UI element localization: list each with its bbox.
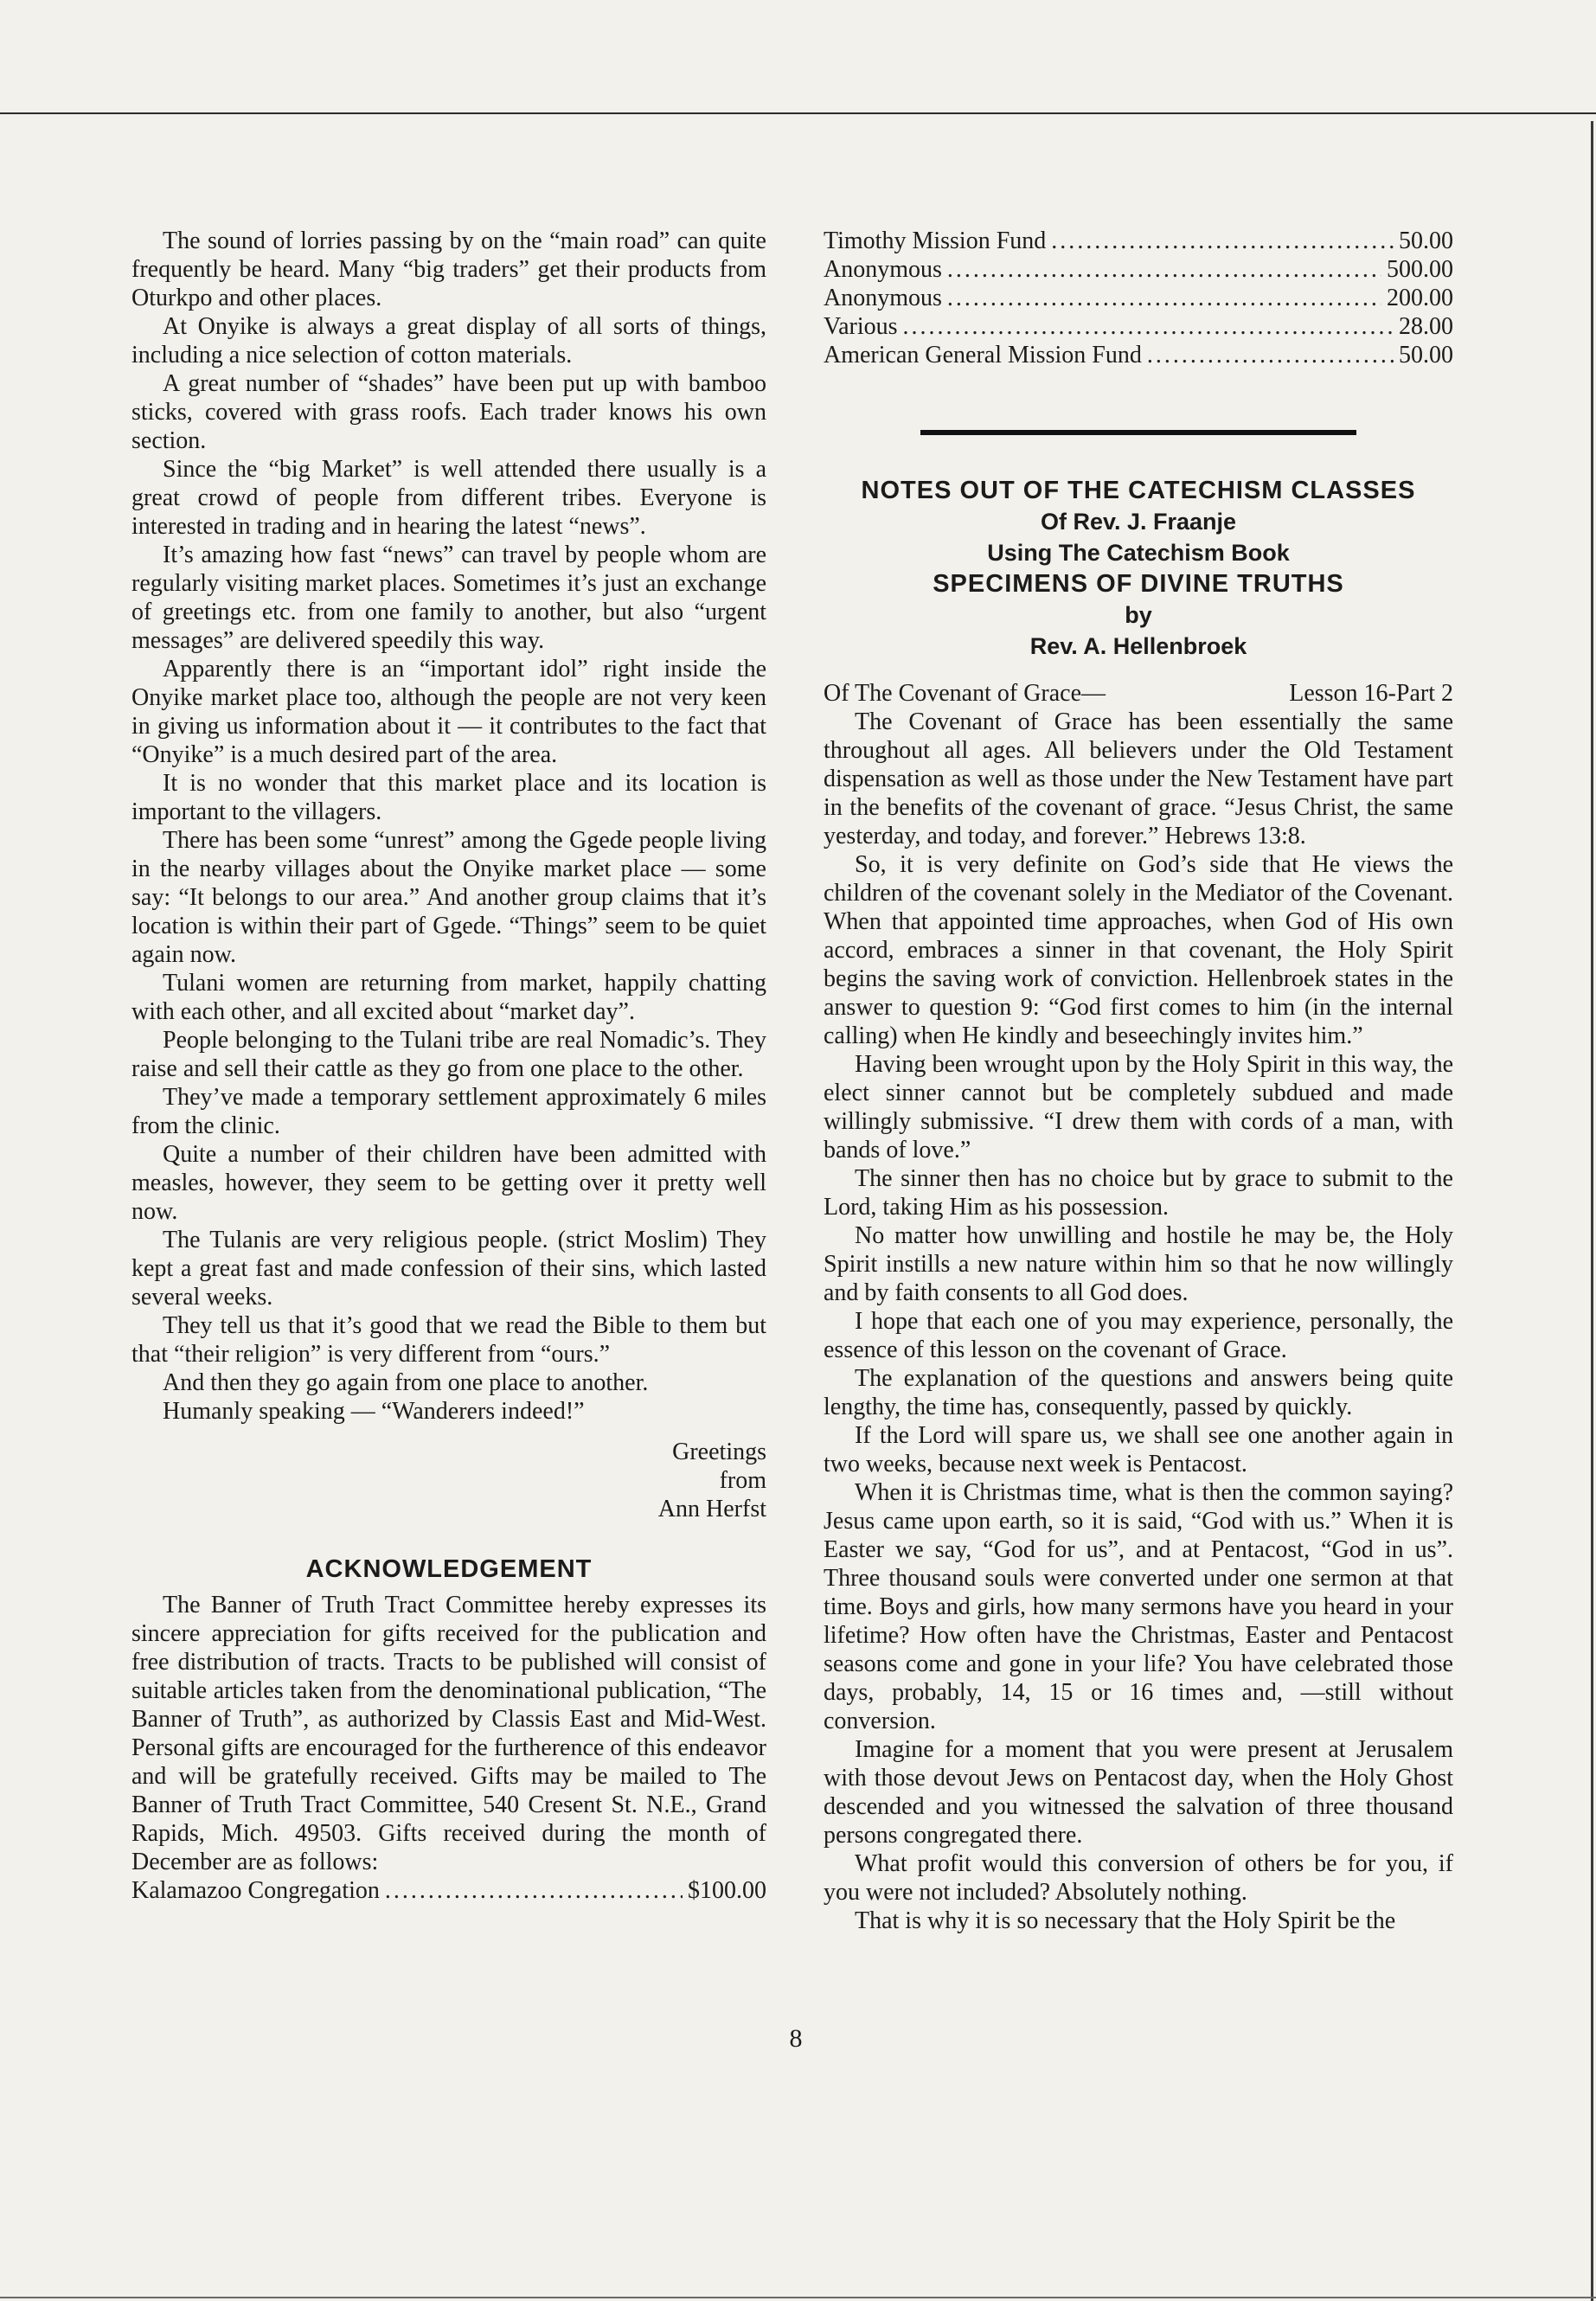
paragraph: Tulani women are returning from market, happily chatting with each other, and all excited about “market day”. [131, 970, 766, 1025]
paragraph: They tell us that it’s good that we read the Bible to them but that “their religion” is very different from “ours.” [131, 1312, 766, 1368]
gift-amount: 50.00 [1399, 342, 1453, 369]
acknowledgement-body: The Banner of Truth Tract Committee hereby expresses its sincere appreciation for gifts received for the publication and free distribution of tracts. Tracts to be published will consist of suitable articles taken from the denominational publication, “The Banner of Truth”, as authorized by Classis East and Mid-West. Personal gifts are encouraged for the furtherence of this endeavor and will be gratefully received. Gifts may be mailed to The Banner of Truth Tract Committee, 540 Cresent St. N.E., Grand Rapids, Mich. 49503. Gifts received during the month of December are as follows: [131, 1592, 766, 1875]
paragraph: The sinner then has no choice but by grace to submit to the Lord, taking Him as his possession. [824, 1165, 1453, 1221]
letter-signoff [131, 1438, 766, 1523]
paragraph: Having been wrought upon by the Holy Spirit in this way, the elect sinner cannot but be completely subdued and made willingly submissive. “I drew them with cords of a man, with bands of love.” [824, 1051, 1453, 1163]
notes-author: Of Rev. J. Fraanje [1040, 509, 1237, 535]
notes-title: NOTES OUT OF THE CATECHISM CLASSES [861, 477, 1416, 504]
page-number: 8 [789, 2024, 803, 2053]
gift-amount: $100.00 [688, 1877, 766, 1904]
paragraph: They’ve made a temporary settlement approximately 6 miles from the clinic. [131, 1084, 766, 1139]
paragraph: It is no wonder that this market place and its location is important to the villagers. [131, 770, 766, 825]
lesson-number: Lesson 16-Part 2 [1289, 680, 1453, 707]
dot-leader [385, 1876, 683, 1905]
paragraph: That is why it is so necessary that the Holy Spirit be the [855, 1907, 1396, 1934]
gift-name: Timothy Mission Fund [824, 228, 1047, 254]
paragraph: When it is Christmas time, what is then the common saying? Jesus came upon earth, so it is said, “God with us.” When it is Easter we say, “God for us”, and at Pentacost, “God in us”. Three thousand souls were converted under one sermon at that time. Boys and girls, how many sermons have you heard in your lifetime? How often have the Christmas, Easter and Pentacost seasons come and gone in your life? You have celebrated those days, probably, 14, 15 or 16 times and, —still without conversion. [824, 1479, 1453, 1734]
dot-leader [947, 255, 1381, 284]
page-top-edge [0, 112, 1596, 114]
right-column [824, 227, 1453, 1935]
notes-book-title: SPECIMENS OF DIVINE TRUTHS [933, 570, 1344, 598]
gift-row [824, 284, 1453, 312]
paragraph: What profit would this conversion of others be for you, if you were not included? Absolutely nothing. [824, 1850, 1453, 1906]
gift-row [824, 341, 1453, 369]
paragraph: If the Lord will spare us, we shall see one another again in two weeks, because next week is Pentacost. [824, 1422, 1453, 1477]
gift-amount: 200.00 [1387, 285, 1453, 311]
notes-using: Using The Catechism Book [987, 540, 1290, 566]
paragraph: Imagine for a moment that you were present at Jerusalem with those devout Jews on Pentacost day, when the Holy Ghost descended and you witnessed the salvation of three thousand persons congregated there. [824, 1736, 1453, 1849]
paragraph: Since the “big Market” is well attended there usually is a great crowd of people from different tribes. Everyone is interested in trading and in hearing the latest “news”. [131, 456, 766, 540]
paragraph: And then they go again from one place to another. [163, 1369, 649, 1396]
notes-by: by [1125, 602, 1152, 628]
paragraph: Quite a number of their children have been admitted with measles, however, they seem to be getting over it pretty well now. [131, 1141, 766, 1225]
gift-amount: 50.00 [1399, 228, 1453, 254]
paragraph: The sound of lorries passing by on the “main road” can quite frequently be heard. Many “big traders” get their products from Oturkpo and other places. [131, 228, 766, 311]
catechism-notes-header [824, 475, 1453, 662]
gift-name: Kalamazoo Congregation [131, 1877, 380, 1904]
gift-row [131, 1876, 766, 1905]
paragraph: I hope that each one of you may experience, personally, the essence of this lesson on the covenant of Grace. [824, 1308, 1453, 1363]
page-bottom-edge [0, 2297, 1596, 2298]
gift-amount: 28.00 [1399, 313, 1453, 340]
paragraph: Humanly speaking — “Wanderers indeed!” [163, 1398, 585, 1425]
gift-row [824, 255, 1453, 284]
signoff-greetings: Greetings [672, 1439, 766, 1465]
paragraph: People belonging to the Tulani tribe are real Nomadic’s. They raise and sell their cattle as they go from one place to the other. [131, 1027, 766, 1082]
acknowledgement-heading: ACKNOWLEDGEMENT [305, 1555, 593, 1583]
paragraph: Apparently there is an “important idol” right inside the Onyike market place too, although the people are not very keen in giving us information about it — it contributes to the fact that “Onyike” is a much desired part of the area. [131, 656, 766, 768]
dot-leader [947, 284, 1381, 312]
paragraph: The Covenant of Grace has been essentially the same throughout all ages. All believers under the Old Testament dispensation as well as those under the New Testament have part in the benefits of the covenant of grace. “Jesus Christ, the same yesterday, and today, and forever.” Hebrews 13:8. [824, 708, 1453, 849]
notes-book-author: Rev. A. Hellenbroek [1029, 633, 1247, 659]
gift-name: Anonymous [824, 285, 942, 311]
dot-leader [903, 312, 1394, 341]
paragraph: At Onyike is always a great display of all sorts of things, including a nice selection of cotton materials. [131, 313, 766, 369]
gift-name: Various [824, 313, 898, 340]
paragraph: So, it is very definite on God’s side that He views the children of the covenant solely in the Mediator of the Covenant. When that appointed time approaches, when God of His own accord, embraces a sinner in that covenant, the Holy Spirit begins the saving work of conviction. Hellenbroek states in the answer to question 9: “God first comes to him (in the internal calling) when He kindly and beseechingly invites him.” [824, 851, 1453, 1049]
paragraph: There has been some “unrest” among the Ggede people living in the nearby villages about the Onyike market place — some say: “It belongs to our area.” And another group claims that it’s location is within their part of Ggede. “Things” seem to be quiet again now. [131, 827, 766, 968]
gift-name: Anonymous [824, 256, 942, 283]
section-divider [920, 430, 1356, 435]
lesson-line [824, 679, 1453, 708]
gift-row [824, 227, 1453, 255]
paragraph: The Tulanis are very religious people. (strict Moslim) They kept a great fast and made confession of their sins, which lasted several weeks. [131, 1227, 766, 1311]
page-right-edge [1591, 121, 1593, 2301]
paragraph: No matter how unwilling and hostile he may be, the Holy Spirit instills a new nature within him so that he now willingly and by faith consents to all God does. [824, 1222, 1453, 1306]
paragraph: The explanation of the questions and answers being quite lengthy, the time has, consequently, passed by quickly. [824, 1365, 1453, 1420]
paragraph: It’s amazing how fast “news” can travel by people whom are regularly visiting market places. Sometimes it’s just an exchange of greetings etc. from one family to another, but also “urgent messages” are delivered speedily this way. [131, 542, 766, 654]
signoff-from: from [719, 1467, 766, 1494]
dot-leader [1147, 341, 1394, 369]
signoff-author: Ann Herfst [657, 1496, 766, 1522]
gift-name: American General Mission Fund [824, 342, 1142, 369]
lesson-title: Of The Covenant of Grace— [824, 680, 1106, 707]
left-column [131, 227, 766, 1905]
gift-amount: 500.00 [1387, 256, 1453, 283]
gift-row [824, 312, 1453, 341]
paragraph: A great number of “shades” have been put up with bamboo sticks, covered with grass roofs. Each trader knows his own section. [131, 370, 766, 454]
dot-leader [1051, 227, 1394, 255]
